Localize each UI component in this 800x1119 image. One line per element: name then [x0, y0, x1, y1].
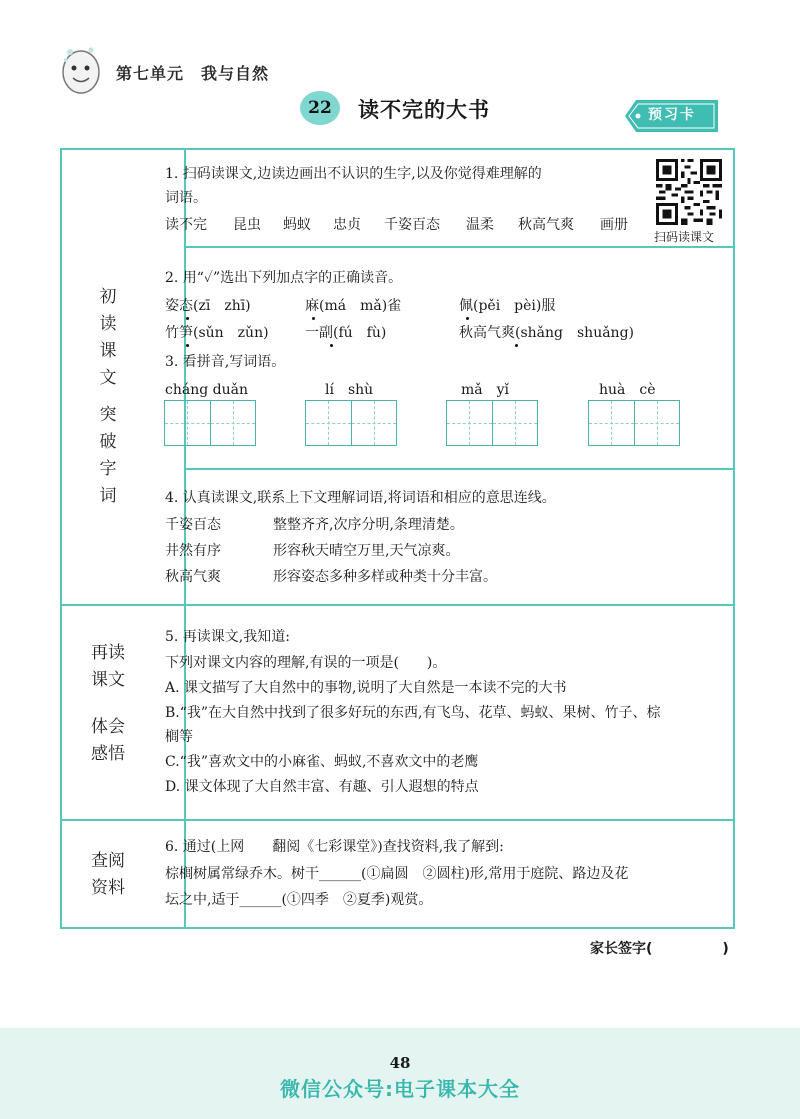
- q4-meaning[interactable]: 形容姿态多种多样或种类十分丰富。: [273, 569, 497, 585]
- wechat-account-text: 微信公众号:电子课本大全: [280, 1077, 520, 1101]
- lesson-number-badge: 22: [300, 91, 340, 125]
- mascot-icon: [58, 44, 104, 96]
- q4-meaning[interactable]: 形容秋天晴空万里,天气凉爽。: [273, 543, 460, 559]
- q6-line: 棕榈树属常绿乔木。树干______(①扁圆 ②圆柱)形,常用于庭院、路边及花: [165, 866, 629, 882]
- q1-word: 忠贞: [333, 217, 361, 233]
- qr-code-icon[interactable]: [656, 159, 722, 225]
- writing-grid[interactable]: [164, 400, 256, 446]
- section-label-first-read: 初 读 课 文 突 破 字 词: [99, 287, 117, 506]
- writing-grid[interactable]: [446, 400, 538, 446]
- pinyin-label: huà cè: [599, 382, 656, 398]
- q1-prompt: 1. 扫码读课文,边读边画出不认识的生字,以及你觉得难理解的: [165, 166, 542, 182]
- q4-word[interactable]: 井然有序: [165, 543, 221, 559]
- q2-item: 一副(fú fù): [305, 325, 387, 341]
- q4-word[interactable]: 千姿百态: [165, 517, 221, 533]
- q5-option-a[interactable]: A. 课文描写了大自然中的事物,说明了大自然是一本读不完的大书: [165, 680, 567, 696]
- emphasis-dot: [312, 317, 315, 320]
- q4-word[interactable]: 秋高气爽: [165, 569, 221, 585]
- section-label-reread: 再读 课文 体会 感悟: [91, 643, 125, 764]
- q1-word: 秋高气爽: [518, 217, 574, 233]
- q5-option-c[interactable]: C.“我”喜欢文中的小麻雀、蚂蚁,不喜欢文中的老鹰: [165, 754, 479, 770]
- row-divider: [184, 468, 735, 470]
- writing-grid[interactable]: [305, 400, 397, 446]
- q5-option-b[interactable]: B.“我”在大自然中找到了很多好玩的东西,有飞鸟、花草、蚂蚁、果树、竹子、棕: [165, 705, 661, 721]
- q3-prompt: 3. 看拼音,写词语。: [165, 354, 286, 370]
- preview-tag-label: 预习卡: [648, 107, 696, 123]
- unit-title: 第七单元 我与自然: [116, 64, 270, 83]
- q2-item: 麻(má mǎ)雀: [305, 298, 402, 314]
- row-divider: [62, 604, 735, 606]
- q5-option-b-cont: 榈等: [165, 729, 193, 745]
- q2-item: 佩(pěi pèi)服: [459, 298, 556, 314]
- pinyin-label: cháng duǎn: [165, 382, 248, 398]
- q2-item: 竹笋(sǔn zǔn): [165, 325, 269, 341]
- emphasis-dot: [466, 317, 469, 320]
- q1-word: 读不完: [165, 217, 207, 233]
- q6-prompt: 6. 通过(上网 翻阅《七彩课堂》)查找资料,我了解到:: [165, 839, 504, 855]
- q6-line: 坛之中,适于______(①四季 ②夏季)观赏。: [165, 892, 433, 908]
- emphasis-dot: [515, 344, 518, 347]
- writing-grid[interactable]: [588, 400, 680, 446]
- column-divider: [184, 150, 186, 927]
- q5-option-d[interactable]: D. 课文体现了大自然丰富、有趣、引人遐想的特点: [165, 779, 479, 795]
- q2-prompt: 2. 用“✓”选出下列加点字的正确读音。: [165, 270, 403, 286]
- q1-word: 画册: [600, 217, 628, 233]
- q1-word: 千姿百态: [384, 217, 440, 233]
- q1-word: 温柔: [466, 217, 494, 233]
- emphasis-dot: [186, 317, 189, 320]
- lesson-title: 读不完的大书: [358, 97, 490, 122]
- q2-item: 秋高气爽(shǎng shuǎng): [459, 325, 634, 341]
- page-number: 48: [389, 1054, 411, 1072]
- q4-meaning[interactable]: 整整齐齐,次序分明,条理清楚。: [273, 517, 464, 533]
- pinyin-label: mǎ yǐ: [461, 382, 510, 398]
- q5-prompt: 5. 再读课文,我知道:: [165, 629, 290, 645]
- q2-item: 姿态(zī zhī): [165, 298, 251, 314]
- row-divider: [62, 819, 735, 821]
- pinyin-label: lí shù: [325, 382, 374, 398]
- q1-word: 昆虫: [233, 217, 261, 233]
- row-divider: [184, 246, 735, 248]
- q1-prompt-cont: 词语。: [165, 190, 207, 206]
- section-label-research: 查阅 资料: [91, 851, 125, 898]
- worksheet-frame: [60, 148, 735, 929]
- q5-question: 下列对课文内容的理解,有误的一项是( )。: [165, 655, 447, 671]
- q1-word: 蚂蚁: [283, 217, 311, 233]
- emphasis-dot: [330, 344, 333, 347]
- q4-prompt: 4. 认真读课文,联系上下文理解词语,将词语和相应的意思连线。: [165, 490, 556, 506]
- parent-signature[interactable]: 家长签字( ): [590, 941, 729, 957]
- qr-caption: 扫码读课文: [654, 230, 715, 244]
- emphasis-dot: [186, 344, 189, 347]
